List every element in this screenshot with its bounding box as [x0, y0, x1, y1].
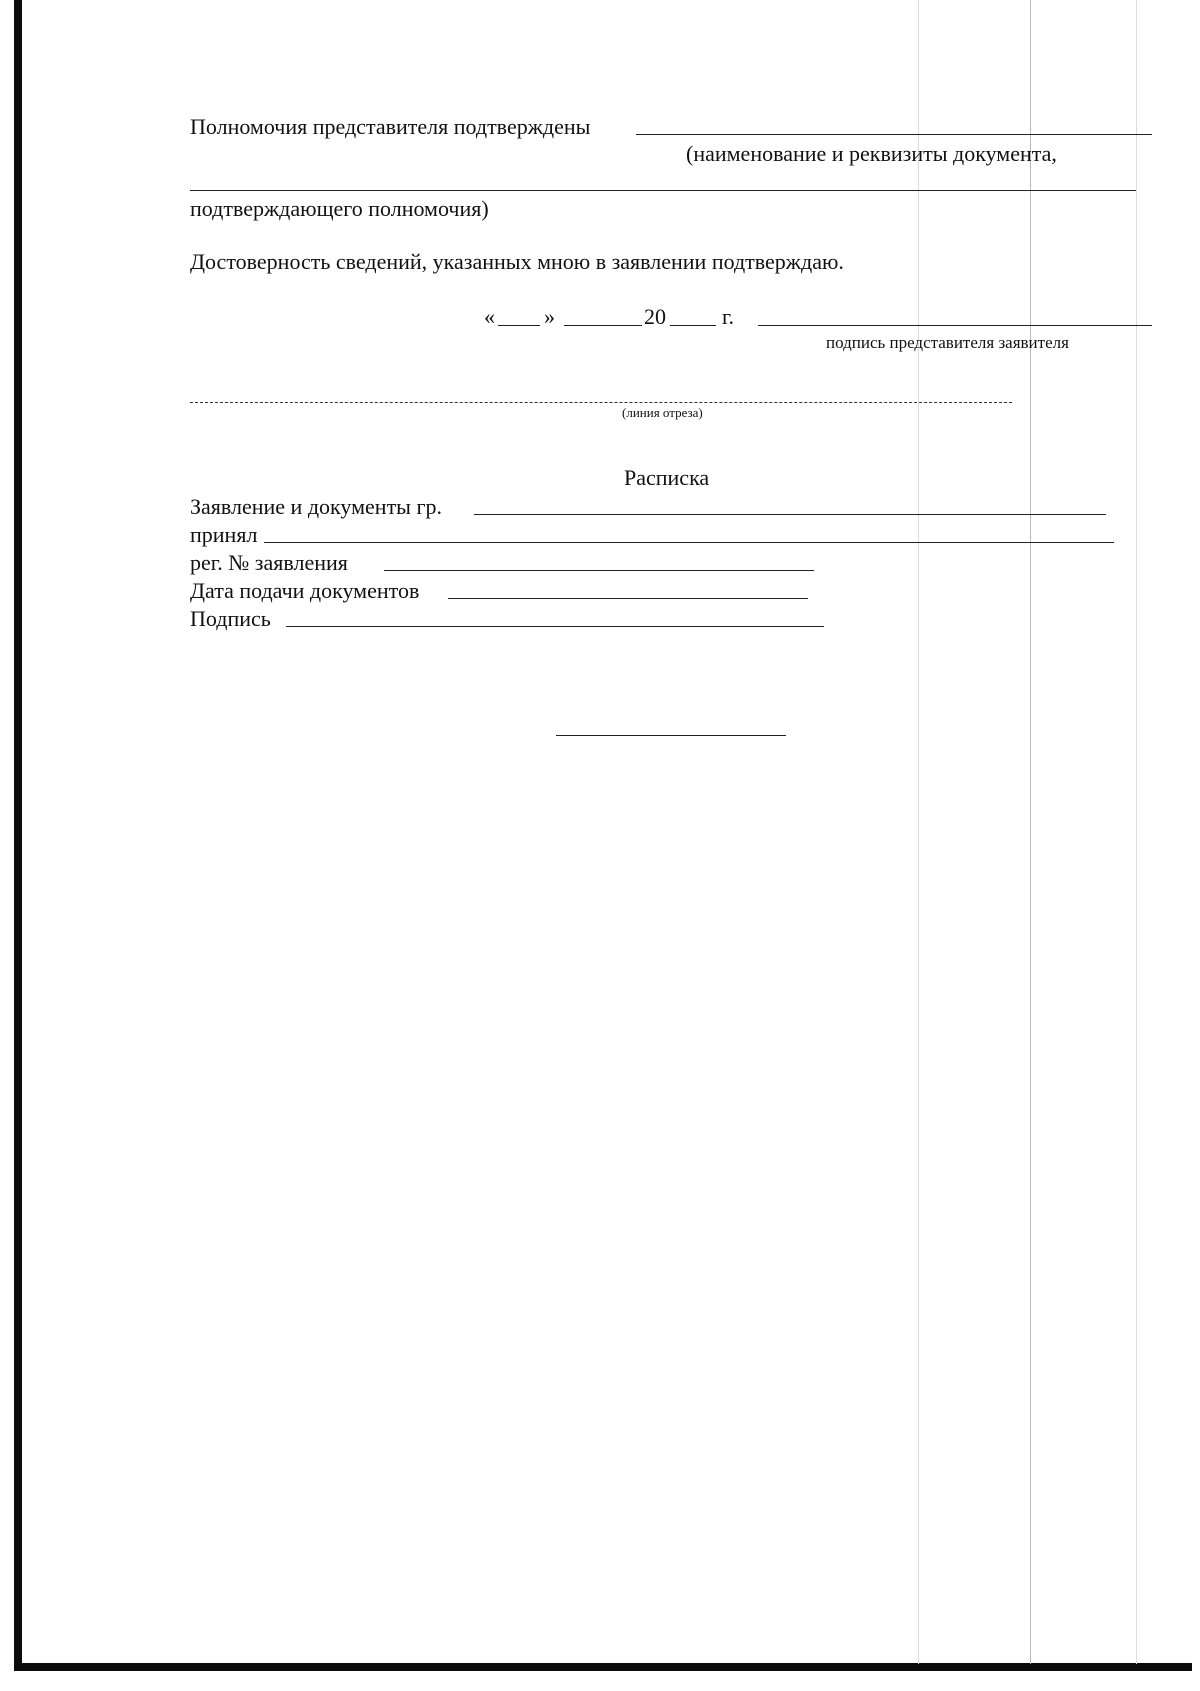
authority-document-line[interactable]	[636, 134, 1152, 135]
signature-caption: подпись представителя заявителя	[826, 333, 1069, 352]
cut-line	[190, 402, 1012, 403]
scan-line	[918, 0, 919, 1664]
date-month-field[interactable]	[564, 325, 642, 326]
date-day-field[interactable]	[498, 325, 540, 326]
date-close-quote: »	[544, 304, 555, 329]
receipt-accepted-by-label: принял	[190, 522, 258, 547]
receipt-applicant-label: Заявление и документы гр.	[190, 494, 442, 519]
scan-line	[1030, 0, 1031, 1664]
receipt-signature-label: Подпись	[190, 606, 271, 631]
date-year-field[interactable]	[670, 325, 716, 326]
receipt-applicant-line[interactable]	[474, 514, 1106, 515]
receipt-reg-number-label: рег. № заявления	[190, 550, 348, 575]
receipt-signature-line[interactable]	[286, 626, 824, 627]
authority-document-line-2[interactable]	[190, 190, 1136, 191]
scan-line	[1136, 0, 1137, 1664]
date-open-quote: «	[484, 304, 495, 329]
representative-signature-line[interactable]	[758, 325, 1152, 326]
scan-edge-left	[14, 0, 22, 1670]
confirmation-text: Достоверность сведений, указанных мною в заявлении подтверждаю.	[190, 249, 844, 274]
date-year-prefix: 20	[644, 304, 666, 329]
receipt-accepted-by-line[interactable]	[264, 542, 1114, 543]
end-separator	[556, 735, 786, 736]
date-year-suffix: г.	[722, 304, 735, 329]
receipt-reg-number-line[interactable]	[384, 570, 814, 571]
cut-line-caption: (линия отреза)	[622, 405, 703, 420]
authority-label: Полномочия представителя подтверждены	[190, 114, 591, 139]
authority-hint-line1: (наименование и реквизиты документа,	[686, 141, 1057, 166]
receipt-submission-date-label: Дата подачи документов	[190, 578, 420, 603]
authority-hint-line2: подтверждающего полномочия)	[190, 196, 489, 221]
scan-edge-bottom	[14, 1663, 1192, 1671]
receipt-title: Расписка	[624, 465, 710, 490]
receipt-submission-date-line[interactable]	[448, 598, 808, 599]
